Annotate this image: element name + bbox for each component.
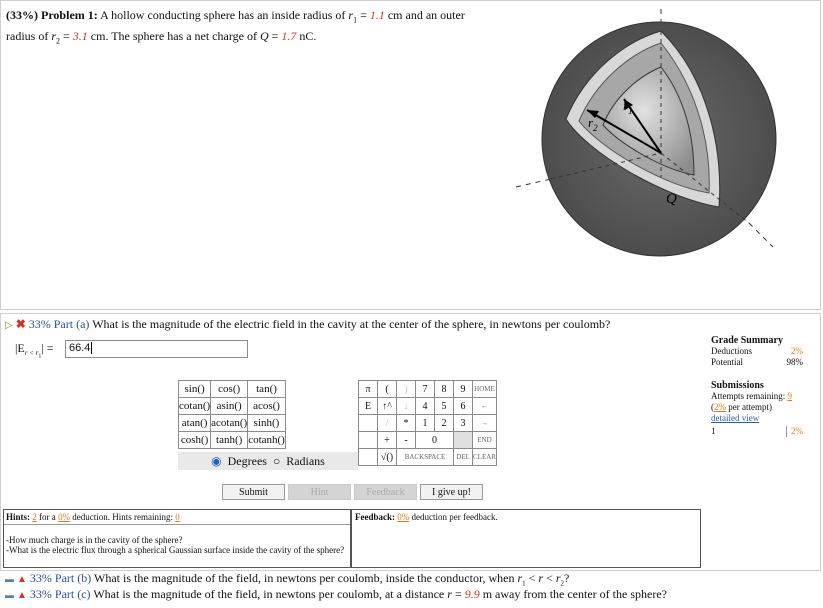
incorrect-x-icon: ✖: [15, 317, 26, 331]
part-c-r-symbol: r: [447, 587, 452, 601]
axis-left: [516, 179, 551, 187]
blank-key-1: [359, 415, 378, 432]
cotanh-key[interactable]: cotanh(): [248, 432, 286, 449]
radians-label: Radians: [286, 453, 325, 468]
part-a-percent: 33% Part (a): [28, 317, 90, 331]
feedback-button[interactable]: Feedback: [354, 484, 417, 500]
degrees-radio[interactable]: ◉: [211, 453, 222, 468]
end-key[interactable]: END: [473, 432, 497, 449]
q-value: 1.7: [281, 29, 297, 44]
part-c-question-end: m away from the center of the sphere?: [479, 587, 667, 601]
blank-key-4: [359, 449, 378, 466]
tan-key[interactable]: tan(): [248, 381, 286, 398]
per-attempt-text: per attempt): [726, 402, 772, 412]
four-key[interactable]: 4: [416, 398, 435, 415]
hints-count: 2: [32, 512, 37, 522]
give-up-button[interactable]: I give up!: [420, 484, 483, 500]
grade-title: Grade Summary: [711, 335, 783, 346]
hints-pct: 0%: [58, 512, 71, 522]
two-key[interactable]: 2: [435, 415, 454, 432]
home-key[interactable]: HOME: [473, 381, 497, 398]
hints-deduction: deduction. Hints remaining:: [70, 512, 176, 522]
axis-right: [749, 223, 773, 247]
degrees-label: Degrees: [227, 453, 267, 468]
part-c-question: What is the magnitude of the field, in newtons per coulomb, at a distance: [93, 587, 448, 601]
answer-input[interactable]: [65, 340, 248, 358]
submission-row-value: 2%: [786, 426, 803, 437]
figure-r2-label: $r_2$: [588, 115, 598, 133]
right-arrow-key[interactable]: →: [473, 415, 497, 432]
eight-key[interactable]: 8: [435, 381, 454, 398]
pi-key[interactable]: π: [359, 381, 378, 398]
five-key[interactable]: 5: [435, 398, 454, 415]
e-key[interactable]: E: [359, 398, 378, 415]
blank-key-3: [454, 432, 473, 449]
tanh-key[interactable]: tanh(): [211, 432, 248, 449]
problem-statement: [6, 7, 496, 50]
power-key[interactable]: ↑^: [378, 398, 397, 415]
part-a-header: [5, 317, 610, 332]
detailed-view-link[interactable]: detailed view: [711, 413, 760, 423]
attempts-label: Attempts remaining:: [711, 391, 786, 401]
answer-value: 66.4: [69, 342, 91, 354]
feedback-label: Feedback:: [355, 512, 395, 522]
part-c-eq: =: [451, 587, 465, 601]
zero-key[interactable]: 0: [416, 432, 454, 449]
expand-arrow-icon[interactable]: ▷: [5, 320, 13, 331]
blank-key-2: [359, 432, 378, 449]
feedback-pct: 0%: [397, 512, 410, 522]
hollow-sphere-figure: [511, 1, 811, 301]
acotan-key[interactable]: acotan(): [211, 415, 248, 432]
sin-key[interactable]: sin(): [179, 381, 211, 398]
part-b-row[interactable]: ▬ ▲ 33% Part (b) What is the magnitude of the field, in newtons per coulomb, inside the conductor, when $r_1 < r < r_2$?: [5, 571, 570, 588]
figure-r1-label: $r_1$: [623, 98, 633, 116]
problem-text-a: A hollow conducting sphere has an inside radius of: [100, 8, 346, 22]
part-c-row[interactable]: [5, 587, 667, 602]
hints-for-a: for a: [36, 512, 59, 522]
eq-2: =: [60, 29, 73, 44]
feedback-text: deduction per feedback.: [409, 512, 498, 522]
part-c-percent: 33% Part (c): [29, 587, 91, 601]
sqrt-key[interactable]: √(): [378, 449, 397, 466]
cotan-key[interactable]: cotan(): [179, 398, 211, 415]
problem-label: (33%) Problem 1:: [6, 8, 98, 22]
divide-key[interactable]: /: [378, 415, 397, 432]
eq-3: =: [268, 29, 282, 44]
del-key[interactable]: DEL: [454, 449, 473, 466]
feedback-panel: [351, 509, 701, 568]
problem-unit-b: cm. The sphere has a net charge of: [87, 29, 257, 44]
hints-remaining: 0: [175, 512, 180, 522]
collapsed-part-icon: ▬: [5, 590, 14, 600]
clear-key[interactable]: CLEAR: [473, 449, 497, 466]
warning-icon: ▲: [17, 590, 27, 601]
problem-text-b: radius of: [6, 29, 49, 44]
part-b-question: What is the magnitude of the field, in newtons per coulomb, inside the conductor, when: [94, 571, 518, 585]
hint-item: -What is the electric flux through a spherical Gaussian surface inside the cavity of the sphere?: [6, 545, 345, 555]
figure-q-label: Q: [666, 191, 677, 207]
cos-key[interactable]: cos(): [211, 381, 248, 398]
r2-sub: 2: [56, 36, 60, 46]
per-attempt-pct: 2%: [714, 402, 726, 412]
function-keys: [178, 380, 286, 449]
nine-key[interactable]: 9: [454, 381, 473, 398]
part-c-r-value: 9.9: [464, 587, 480, 601]
r1-value: 1.1: [369, 8, 385, 22]
r1-symbol: r: [348, 8, 354, 22]
deductions-value: 2%: [791, 346, 803, 356]
one-key[interactable]: 1: [416, 415, 435, 432]
part-b-question-end: ?: [564, 571, 570, 585]
hint-button[interactable]: Hint: [288, 484, 351, 500]
attempts-value: 9: [787, 391, 792, 401]
lparen-key[interactable]: (: [378, 381, 397, 398]
r2-symbol: r: [51, 29, 56, 44]
hint-item: -How much charge is in the cavity of the sphere?: [6, 535, 183, 545]
atan-key[interactable]: atan(): [179, 415, 211, 432]
eq-1: =: [357, 8, 370, 22]
q-symbol: Q: [259, 29, 269, 44]
cosh-key[interactable]: cosh(): [179, 432, 211, 449]
seven-key[interactable]: 7: [416, 381, 435, 398]
left-arrow-key[interactable]: ←: [473, 398, 497, 415]
submissions-title: Submissions: [711, 380, 764, 391]
r2-value: 3.1: [72, 29, 88, 44]
problem-unit-a: cm and an outer: [384, 8, 465, 22]
three-key[interactable]: 3: [454, 415, 473, 432]
part-a-question: What is the magnitude of the electric field in the cavity at the center of the sphere, in newtons per coulomb?: [92, 317, 611, 331]
hints-panel: [3, 509, 351, 568]
six-key[interactable]: 6: [454, 398, 473, 415]
potential-value: 98%: [786, 357, 803, 367]
grade-summary: Grade Summary Deductions 2% Potential 98% Submissions Attempts remaining: 9 (2% per attempt) detailed view 1 2%: [711, 335, 803, 436]
sinh-key[interactable]: sinh(): [248, 415, 286, 432]
warning-icon: ▲: [17, 574, 27, 585]
submit-button[interactable]: Submit: [222, 484, 285, 500]
angle-mode: [178, 452, 358, 470]
minus-key[interactable]: -: [397, 432, 416, 449]
down-key[interactable]: ↓: [397, 398, 416, 415]
keypad: [358, 380, 497, 466]
deductions-label: Deductions: [711, 346, 752, 356]
hints-label: Hints:: [6, 512, 31, 522]
plus-key[interactable]: +: [378, 432, 397, 449]
submission-row-index: 1: [711, 426, 716, 436]
acos-key[interactable]: acos(): [248, 398, 286, 415]
backspace-key[interactable]: BACKSPACE: [397, 449, 454, 466]
r1-sub: 1: [353, 15, 358, 25]
asin-key[interactable]: asin(): [211, 398, 248, 415]
answer-label: $|E_{r < r_1}|$ =: [15, 341, 54, 360]
radians-radio[interactable]: ○: [272, 453, 281, 468]
part-b-percent: 33% Part (b): [29, 571, 92, 585]
potential-label: Potential: [711, 357, 743, 367]
rparen-key[interactable]: ): [397, 381, 416, 398]
problem-unit-c: nC.: [296, 29, 317, 44]
multiply-key[interactable]: *: [397, 415, 416, 432]
collapsed-part-icon: ▬: [5, 574, 14, 584]
